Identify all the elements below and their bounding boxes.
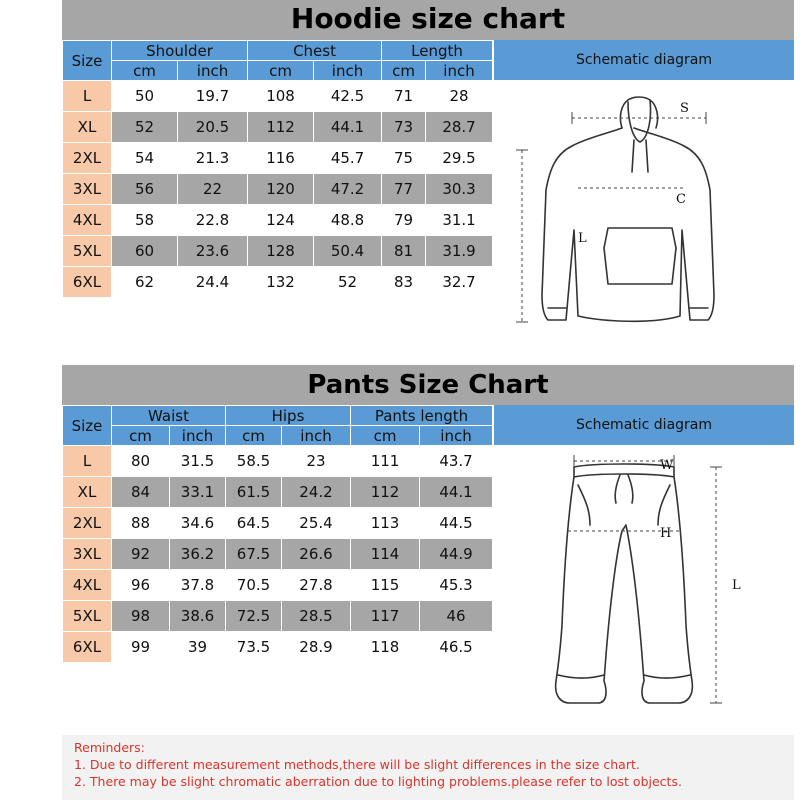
measurement-cell: 54: [112, 143, 178, 174]
size-label-cell: 5XL: [63, 601, 112, 632]
size-row: [63, 174, 493, 205]
measurement-cell: 99: [112, 632, 170, 663]
size-label-cell: 2XL: [63, 508, 112, 539]
size-row: [63, 236, 493, 267]
size-label-cell: 5XL: [63, 236, 112, 267]
pants-rows: [63, 446, 493, 663]
measurement-cell: 84: [112, 477, 170, 508]
measurement-cell: 112: [351, 477, 420, 508]
unit-header: cm: [112, 61, 178, 81]
measurement-cell: 132: [248, 267, 314, 298]
hoodie-illustration: [494, 80, 794, 350]
hoodie-size-table: [62, 40, 493, 298]
measurement-cell: 81: [382, 236, 426, 267]
measurement-cell: 26.6: [282, 539, 351, 570]
pants-length-header: Pants length: [351, 406, 493, 426]
measurement-cell: 96: [112, 570, 170, 601]
measurement-cell: 111: [351, 446, 420, 477]
measurement-cell: 44.5: [420, 508, 493, 539]
measurement-cell: 88: [112, 508, 170, 539]
measurement-cell: 23: [282, 446, 351, 477]
size-row: [63, 632, 493, 663]
measurement-cell: 120: [248, 174, 314, 205]
measurement-cell: 42.5: [314, 81, 382, 112]
measurement-cell: 31.1: [426, 205, 493, 236]
measurement-cell: 50: [112, 81, 178, 112]
measurement-cell: 115: [351, 570, 420, 601]
measurement-cell: 73.5: [226, 632, 282, 663]
measurement-cell: 77: [382, 174, 426, 205]
measurement-cell: 60: [112, 236, 178, 267]
shoulder-header: Shoulder: [112, 41, 248, 61]
hoodie-shoulder-label: S: [680, 101, 689, 116]
measurement-cell: 30.3: [426, 174, 493, 205]
size-row: [63, 570, 493, 601]
size-row: [63, 508, 493, 539]
pants-hips-label: H: [660, 526, 672, 541]
measurement-cell: 114: [351, 539, 420, 570]
hoodie-length-label: L: [578, 231, 587, 246]
measurement-cell: 128: [248, 236, 314, 267]
size-label-cell: L: [63, 81, 112, 112]
measurement-cell: 70.5: [226, 570, 282, 601]
size-column-header: Size: [63, 41, 112, 81]
size-row: [63, 446, 493, 477]
size-row: [63, 112, 493, 143]
measurement-cell: 113: [351, 508, 420, 539]
reminder-line-1: 1. Due to different measurement methods,there will be slight differences in the size chart.: [74, 757, 640, 772]
size-label-cell: 2XL: [63, 143, 112, 174]
measurement-cell: 29.5: [426, 143, 493, 174]
measurement-cell: 48.8: [314, 205, 382, 236]
measurement-cell: 28.5: [282, 601, 351, 632]
size-label-cell: XL: [63, 112, 112, 143]
size-row: [63, 205, 493, 236]
measurement-cell: 52: [112, 112, 178, 143]
measurement-cell: 23.6: [178, 236, 248, 267]
measurement-cell: 124: [248, 205, 314, 236]
pants-schematic-diagram: [494, 445, 794, 725]
size-label-cell: 4XL: [63, 205, 112, 236]
measurement-cell: 22.8: [178, 205, 248, 236]
size-row: [63, 143, 493, 174]
measurement-cell: 46.5: [420, 632, 493, 663]
unit-header: inch: [170, 426, 226, 446]
hoodie-title: Hoodie size chart: [62, 0, 794, 40]
measurement-cell: 75: [382, 143, 426, 174]
size-row: [63, 267, 493, 298]
measurement-cell: 108: [248, 81, 314, 112]
pants-illustration: [494, 445, 794, 725]
measurement-cell: 32.7: [426, 267, 493, 298]
hoodie-chest-label: C: [676, 192, 686, 207]
unit-header: inch: [314, 61, 382, 81]
measurement-cell: 44.1: [314, 112, 382, 143]
measurement-cell: 112: [248, 112, 314, 143]
measurement-cell: 44.9: [420, 539, 493, 570]
pants-section: [62, 365, 794, 730]
measurement-cell: 36.2: [170, 539, 226, 570]
measurement-cell: 38.6: [170, 601, 226, 632]
reminder-line-2: 2. There may be slight chromatic aberration due to lighting problems.please refer to lost objects.: [74, 774, 682, 789]
pants-length-label: L: [732, 578, 741, 593]
unit-header: cm: [226, 426, 282, 446]
measurement-cell: 117: [351, 601, 420, 632]
size-row: [63, 477, 493, 508]
measurement-cell: 37.8: [170, 570, 226, 601]
pants-size-table: [62, 405, 493, 663]
measurement-cell: 45.7: [314, 143, 382, 174]
hoodie-schematic-header: Schematic diagram: [494, 40, 794, 80]
size-label-cell: XL: [63, 477, 112, 508]
measurement-cell: 33.1: [170, 477, 226, 508]
measurement-cell: 31.5: [170, 446, 226, 477]
size-row: [63, 539, 493, 570]
measurement-cell: 28.9: [282, 632, 351, 663]
measurement-cell: 44.1: [420, 477, 493, 508]
measurement-cell: 24.2: [282, 477, 351, 508]
measurement-cell: 64.5: [226, 508, 282, 539]
measurement-cell: 20.5: [178, 112, 248, 143]
measurement-cell: 28: [426, 81, 493, 112]
reminders-box: [62, 735, 794, 800]
measurement-cell: 25.4: [282, 508, 351, 539]
measurement-cell: 27.8: [282, 570, 351, 601]
hoodie-section: [62, 0, 794, 360]
reminders-heading: Reminders:: [74, 740, 145, 755]
unit-header: cm: [382, 61, 426, 81]
measurement-cell: 67.5: [226, 539, 282, 570]
unit-header: cm: [112, 426, 170, 446]
measurement-cell: 34.6: [170, 508, 226, 539]
pants-schematic-header: Schematic diagram: [494, 405, 794, 445]
hoodie-schematic-diagram: [494, 80, 794, 350]
waist-header: Waist: [112, 406, 226, 426]
measurement-cell: 98: [112, 601, 170, 632]
pants-waist-label: W: [660, 458, 674, 473]
length-header: Length: [382, 41, 493, 61]
measurement-cell: 118: [351, 632, 420, 663]
measurement-cell: 116: [248, 143, 314, 174]
measurement-cell: 72.5: [226, 601, 282, 632]
size-row: [63, 81, 493, 112]
measurement-cell: 21.3: [178, 143, 248, 174]
measurement-cell: 80: [112, 446, 170, 477]
measurement-cell: 71: [382, 81, 426, 112]
measurement-cell: 92: [112, 539, 170, 570]
measurement-cell: 50.4: [314, 236, 382, 267]
size-label-cell: 3XL: [63, 174, 112, 205]
measurement-cell: 39: [170, 632, 226, 663]
size-row: [63, 601, 493, 632]
unit-header: cm: [248, 61, 314, 81]
measurement-cell: 79: [382, 205, 426, 236]
measurement-cell: 83: [382, 267, 426, 298]
hoodie-rows: [63, 81, 493, 298]
measurement-cell: 58.5: [226, 446, 282, 477]
measurement-cell: 58: [112, 205, 178, 236]
unit-header: cm: [351, 426, 420, 446]
measurement-cell: 47.2: [314, 174, 382, 205]
unit-header: inch: [420, 426, 493, 446]
hips-header: Hips: [226, 406, 351, 426]
chest-header: Chest: [248, 41, 382, 61]
measurement-cell: 31.9: [426, 236, 493, 267]
size-label-cell: 3XL: [63, 539, 112, 570]
measurement-cell: 61.5: [226, 477, 282, 508]
measurement-cell: 45.3: [420, 570, 493, 601]
measurement-cell: 73: [382, 112, 426, 143]
measurement-cell: 28.7: [426, 112, 493, 143]
measurement-cell: 22: [178, 174, 248, 205]
unit-header: inch: [282, 426, 351, 446]
size-label-cell: L: [63, 446, 112, 477]
pants-title: Pants Size Chart: [62, 365, 794, 405]
unit-header: inch: [178, 61, 248, 81]
size-column-header: Size: [63, 406, 112, 446]
unit-header: inch: [426, 61, 493, 81]
size-label-cell: 6XL: [63, 632, 112, 663]
measurement-cell: 46: [420, 601, 493, 632]
size-label-cell: 6XL: [63, 267, 112, 298]
measurement-cell: 19.7: [178, 81, 248, 112]
measurement-cell: 43.7: [420, 446, 493, 477]
measurement-cell: 56: [112, 174, 178, 205]
measurement-cell: 24.4: [178, 267, 248, 298]
size-label-cell: 4XL: [63, 570, 112, 601]
measurement-cell: 52: [314, 267, 382, 298]
measurement-cell: 62: [112, 267, 178, 298]
